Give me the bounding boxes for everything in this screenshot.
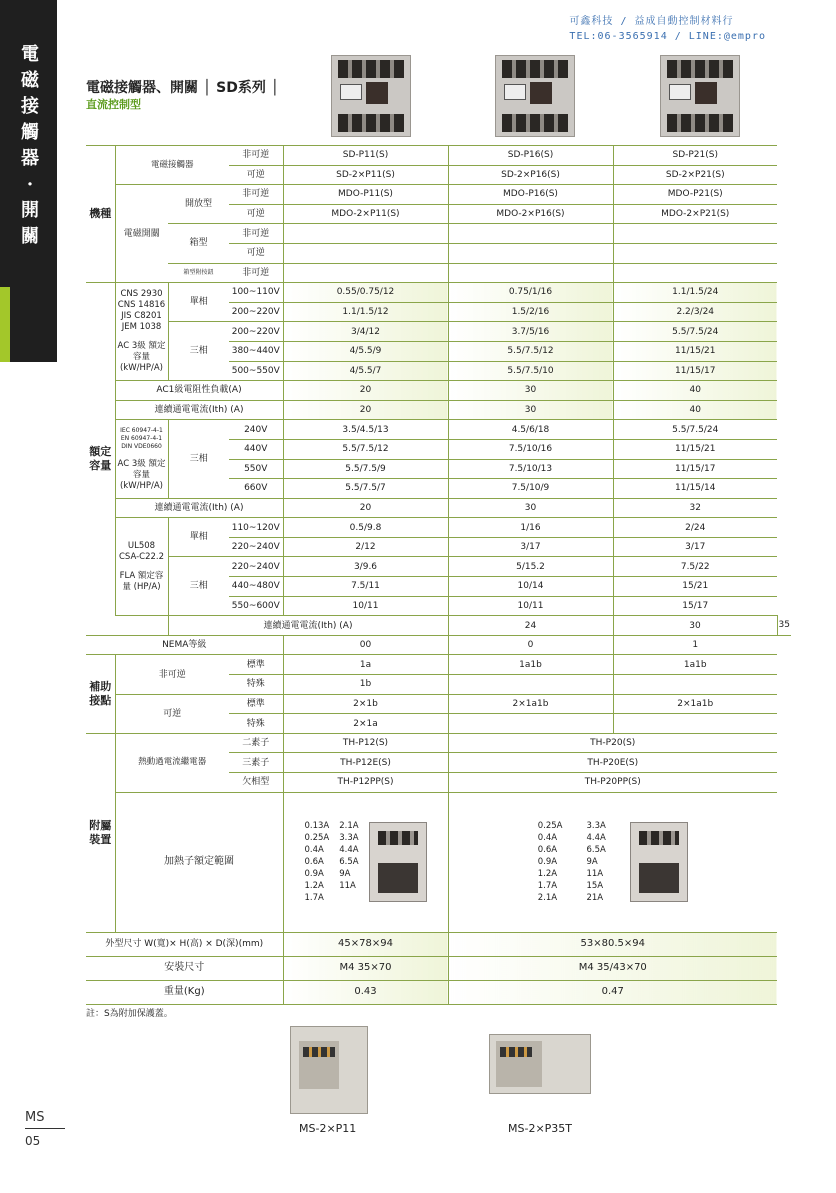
value-cell: 1a1b bbox=[613, 655, 777, 675]
voltage-cell: 440V bbox=[229, 439, 283, 459]
nonrev-label: 非可逆 bbox=[229, 146, 283, 166]
value-cell: TH-P12PP(S) bbox=[283, 773, 448, 793]
sidebar-char: 關 bbox=[21, 226, 39, 247]
single-phase-label: 單相 bbox=[168, 518, 229, 557]
value-cell: 2×1b bbox=[283, 694, 448, 714]
value-cell: 40 bbox=[613, 400, 777, 420]
box-type-label: 箱型 bbox=[168, 224, 229, 263]
model-cell: MDO-2×P21(S) bbox=[613, 204, 777, 224]
model-cell: SD-2×P11(S) bbox=[283, 165, 448, 185]
value-cell: 2×1a bbox=[283, 714, 448, 734]
rev-label: 可逆 bbox=[229, 165, 283, 185]
value-cell: M4 35/43×70 bbox=[448, 956, 777, 980]
model-cell: MDO-P16(S) bbox=[448, 185, 613, 205]
model-cell: MDO-P11(S) bbox=[283, 185, 448, 205]
value-cell: 5.5/7.5/24 bbox=[613, 322, 777, 342]
aux-contacts-group: 補助接點 bbox=[86, 655, 115, 733]
value-cell: 45×78×94 bbox=[283, 932, 448, 956]
phase-loss-label: 欠相型 bbox=[229, 773, 283, 793]
value-cell: 32 bbox=[613, 498, 777, 518]
nonrev-label: 非可逆 bbox=[229, 224, 283, 244]
accessories-group: 附屬裝置 bbox=[86, 733, 115, 932]
value-cell: 10/11 bbox=[448, 596, 613, 616]
page-category: MS bbox=[25, 1110, 45, 1125]
value-cell: M4 35×70 bbox=[283, 956, 448, 980]
value-cell: TH-P20PP(S) bbox=[448, 773, 777, 793]
relay-photo-p12 bbox=[369, 822, 427, 902]
value-cell: 40 bbox=[613, 381, 777, 401]
value-cell: 30 bbox=[448, 498, 613, 518]
models-group: 機種 bbox=[86, 146, 115, 283]
ul-standards bbox=[115, 518, 168, 616]
ac1-label: AC1級電阻性負載(A) bbox=[115, 381, 283, 401]
standard-label: 標準 bbox=[229, 655, 283, 675]
heater-range-col: 0.25A 0.4A 0.6A 0.9A 1.2A 1.7A 2.1A bbox=[537, 821, 563, 904]
sidebar-accent bbox=[0, 287, 10, 362]
value-cell: 10/11 bbox=[283, 596, 448, 616]
company-info bbox=[569, 14, 766, 44]
three-phase-label: 三相 bbox=[168, 322, 229, 381]
value-cell: 7.5/11 bbox=[283, 577, 448, 597]
value-cell: 3/4/12 bbox=[283, 322, 448, 342]
standard-label: 標準 bbox=[229, 694, 283, 714]
special-label: 特殊 bbox=[229, 714, 283, 734]
value-cell: 10/14 bbox=[448, 577, 613, 597]
heater-label: 加熱子額定範圍 bbox=[115, 792, 283, 932]
sidebar-char: 接 bbox=[21, 96, 39, 117]
cns-label: CNS 2930 CNS 14816 JIS C8201 JEM 1038 bbox=[117, 289, 166, 333]
rated-capacity-group: 額定容量 bbox=[86, 283, 115, 636]
company-contact: TEL:06-3565914 / LINE:@empro bbox=[569, 31, 766, 42]
page-divider bbox=[25, 1128, 65, 1129]
model-cell: MDO-P21(S) bbox=[613, 185, 777, 205]
value-cell: 1 bbox=[613, 635, 777, 655]
value-cell: 20 bbox=[283, 381, 448, 401]
ul-ith-label: 連續通電電流(Ith) (A) bbox=[168, 616, 448, 636]
value-cell: 7.5/10/13 bbox=[448, 459, 613, 479]
sidebar-char: 電 bbox=[21, 44, 39, 65]
voltage-cell: 440~480V bbox=[229, 577, 283, 597]
nonrev-label: 非可逆 bbox=[229, 185, 283, 205]
page-number: 05 bbox=[25, 1134, 41, 1148]
rev-label: 可逆 bbox=[229, 243, 283, 263]
cns-standards bbox=[115, 283, 168, 381]
enclosure-photo-ms-2xp35t bbox=[489, 1034, 591, 1094]
value-cell: 11/15/21 bbox=[613, 341, 777, 361]
value-cell: 7.5/10/9 bbox=[448, 479, 613, 499]
heater-range-p20 bbox=[448, 792, 777, 932]
model-cell: SD-P11(S) bbox=[283, 146, 448, 166]
value-cell: 3/17 bbox=[613, 537, 777, 557]
voltage-cell: 660V bbox=[229, 479, 283, 499]
box-button-label: 箱型附按鈕 bbox=[168, 263, 229, 283]
value-cell: 3/9.6 bbox=[283, 557, 448, 577]
value-cell: 20 bbox=[283, 498, 448, 518]
value-cell: 5/15.2 bbox=[448, 557, 613, 577]
value-cell: 3.7/5/16 bbox=[448, 322, 613, 342]
model-cell: MDO-2×P11(S) bbox=[283, 204, 448, 224]
value-cell: TH-P12(S) bbox=[283, 733, 448, 753]
voltage-cell: 200~220V bbox=[229, 322, 283, 342]
model-cell: SD-P16(S) bbox=[448, 146, 613, 166]
value-cell: 5.5/7.5/24 bbox=[613, 420, 777, 440]
heater-range-col: 0.13A 0.25A 0.4A 0.6A 0.9A 1.2A 1.7A bbox=[304, 821, 330, 904]
model-cell: SD-2×P16(S) bbox=[448, 165, 613, 185]
voltage-cell: 550~600V bbox=[229, 596, 283, 616]
footnote: 註：S為附加保護蓋。 bbox=[86, 1009, 173, 1019]
value-cell: 1a1b bbox=[448, 655, 613, 675]
value-cell: 3.5/4.5/13 bbox=[283, 420, 448, 440]
sidebar-char: 磁 bbox=[21, 70, 39, 91]
value-cell: TH-P20E(S) bbox=[448, 753, 777, 773]
three-phase-label: 三相 bbox=[168, 557, 229, 616]
nonrev-label: 非可逆 bbox=[229, 263, 283, 283]
value-cell: 1b bbox=[283, 675, 448, 695]
value-cell: 0.47 bbox=[448, 980, 777, 1004]
value-cell: 2/24 bbox=[613, 518, 777, 538]
special-label: 特殊 bbox=[229, 675, 283, 695]
value-cell: 0.75/1/16 bbox=[448, 283, 613, 303]
value-cell: 0.55/0.75/12 bbox=[283, 283, 448, 303]
sidebar-title bbox=[18, 42, 42, 250]
value-cell: 30 bbox=[613, 616, 777, 636]
aux-nonrev-label: 非可逆 bbox=[115, 655, 229, 694]
value-cell: 35 bbox=[777, 616, 791, 636]
value-cell: 4/5.5/9 bbox=[283, 341, 448, 361]
value-cell: 1.1/1.5/24 bbox=[613, 283, 777, 303]
enclosure-photo-ms-2xp11 bbox=[290, 1026, 368, 1114]
single-phase-label: 單相 bbox=[168, 283, 229, 322]
value-cell: 4/5.5/7 bbox=[283, 361, 448, 381]
ac3-label: AC 3級 額定容量 (kW/HP/A) bbox=[117, 458, 166, 491]
product-photo-p11 bbox=[331, 55, 411, 137]
value-cell: 11/15/14 bbox=[613, 479, 777, 499]
rev-label: 可逆 bbox=[229, 204, 283, 224]
product-photo-p21 bbox=[660, 55, 740, 137]
value-cell: 7.5/10/16 bbox=[448, 439, 613, 459]
value-cell: 1.5/2/16 bbox=[448, 302, 613, 322]
ac3-label: AC 3級 額定容量 (kW/HP/A) bbox=[117, 341, 166, 374]
sidebar-char: 器 bbox=[21, 148, 39, 169]
voltage-cell: 110~120V bbox=[229, 518, 283, 538]
relay-label: 熱動過電流繼電器 bbox=[115, 733, 229, 792]
weight-label: 重量(Kg) bbox=[86, 980, 283, 1004]
two-element-label: 二素子 bbox=[229, 733, 283, 753]
voltage-cell: 550V bbox=[229, 459, 283, 479]
value-cell: 30 bbox=[448, 400, 613, 420]
value-cell: 53×80.5×94 bbox=[448, 932, 777, 956]
heater-range-p12 bbox=[283, 792, 448, 932]
voltage-cell: 200~220V bbox=[229, 302, 283, 322]
aux-rev-label: 可逆 bbox=[115, 694, 229, 733]
switch-label: 電磁開關 bbox=[115, 185, 168, 283]
contactor-label: 電磁接觸器 bbox=[115, 146, 229, 185]
three-element-label: 三素子 bbox=[229, 753, 283, 773]
enclosure-caption: MS-2×P11 bbox=[299, 1122, 357, 1135]
value-cell: 5.5/7.5/12 bbox=[283, 439, 448, 459]
value-cell: 3/17 bbox=[448, 537, 613, 557]
voltage-cell: 220~240V bbox=[229, 557, 283, 577]
spec-table bbox=[86, 145, 791, 1005]
value-cell: TH-P20(S) bbox=[448, 733, 777, 753]
sidebar-char: 觸 bbox=[21, 122, 39, 143]
value-cell: 0.5/9.8 bbox=[283, 518, 448, 538]
nema-label: NEMA等級 bbox=[86, 635, 283, 655]
voltage-cell: 500~550V bbox=[229, 361, 283, 381]
value-cell: 15/17 bbox=[613, 596, 777, 616]
value-cell: 2/12 bbox=[283, 537, 448, 557]
value-cell: 20 bbox=[283, 400, 448, 420]
value-cell: 00 bbox=[283, 635, 448, 655]
value-cell: 1.1/1.5/12 bbox=[283, 302, 448, 322]
value-cell: 5.5/7.5/9 bbox=[283, 459, 448, 479]
value-cell: 5.5/7.5/12 bbox=[448, 341, 613, 361]
value-cell: 30 bbox=[448, 381, 613, 401]
value-cell: 0.43 bbox=[283, 980, 448, 1004]
value-cell: 2.2/3/24 bbox=[613, 302, 777, 322]
value-cell: TH-P12E(S) bbox=[283, 753, 448, 773]
iec-label: IEC 60947-4-1 EN 60947-4-1 DIN VDE0660 bbox=[120, 426, 163, 450]
value-cell: 11/15/17 bbox=[613, 361, 777, 381]
voltage-cell: 380~440V bbox=[229, 341, 283, 361]
heater-range-col: 2.1A 3.3A 4.4A 6.5A 9A 11A bbox=[339, 821, 359, 892]
value-cell: 7.5/22 bbox=[613, 557, 777, 577]
iec-standards bbox=[115, 420, 168, 498]
voltage-cell: 240V bbox=[229, 420, 283, 440]
voltage-cell: 100~110V bbox=[229, 283, 283, 303]
page-title: 電磁接觸器、開關 │ SD系列 │ bbox=[86, 80, 280, 96]
value-cell: 0 bbox=[448, 635, 613, 655]
value-cell: 5.5/7.5/10 bbox=[448, 361, 613, 381]
fla-label: FLA 額定容量 (HP/A) bbox=[119, 570, 164, 592]
value-cell: 24 bbox=[448, 616, 613, 636]
voltage-cell: 220~240V bbox=[229, 537, 283, 557]
sidebar-char: · bbox=[26, 174, 34, 195]
company-name: 可鑫科技 / 益成自動控制材料行 bbox=[569, 16, 734, 27]
product-photo-p16 bbox=[495, 55, 575, 137]
model-cell: SD-2×P21(S) bbox=[613, 165, 777, 185]
dimension-label: 外型尺寸 W(寬)× H(高) × D(深)(mm) bbox=[86, 932, 283, 956]
value-cell: 4.5/6/18 bbox=[448, 420, 613, 440]
ith-label: 連續通電電流(Ith) (A) bbox=[115, 400, 283, 420]
mount-label: 安裝尺寸 bbox=[86, 956, 283, 980]
value-cell: 1a bbox=[283, 655, 448, 675]
relay-photo-p20 bbox=[630, 822, 688, 902]
ul-label: UL508 CSA-C22.2 bbox=[118, 540, 165, 562]
value-cell: 15/21 bbox=[613, 577, 777, 597]
heater-range-col: 3.3A 4.4A 6.5A 9A 11A 15A 21A bbox=[586, 821, 606, 904]
model-cell: MDO-2×P16(S) bbox=[448, 204, 613, 224]
model-cell: SD-P21(S) bbox=[613, 146, 777, 166]
page-subtitle: 直流控制型 bbox=[86, 98, 141, 111]
sidebar-char: 開 bbox=[21, 200, 39, 221]
value-cell: 2×1a1b bbox=[613, 694, 777, 714]
value-cell: 1/16 bbox=[448, 518, 613, 538]
iec-ith-label: 連續通電電流(Ith) (A) bbox=[115, 498, 283, 518]
enclosure-caption: MS-2×P35T bbox=[508, 1122, 573, 1135]
value-cell: 11/15/17 bbox=[613, 459, 777, 479]
value-cell: 11/15/21 bbox=[613, 439, 777, 459]
value-cell: 2×1a1b bbox=[448, 694, 613, 714]
value-cell: 5.5/7.5/7 bbox=[283, 479, 448, 499]
open-type-label: 開放型 bbox=[168, 185, 229, 224]
three-phase-label: 三相 bbox=[168, 420, 229, 498]
